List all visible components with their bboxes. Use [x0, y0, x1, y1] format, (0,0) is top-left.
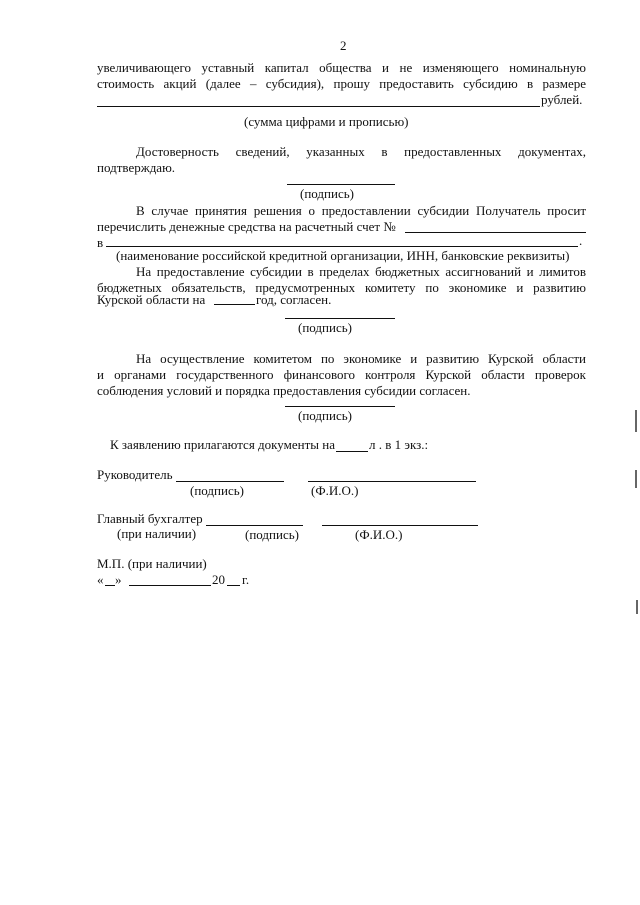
attachments-start: К заявлению прилагаются документы на [110, 437, 335, 452]
date-year-field[interactable] [227, 585, 240, 586]
scan-edge-mark [635, 410, 637, 432]
accountant-name-caption: (Ф.И.О.) [355, 527, 403, 542]
control-signature-caption: (подпись) [298, 408, 352, 423]
head-name-caption: (Ф.И.О.) [311, 483, 359, 498]
date-month-field[interactable] [129, 585, 211, 586]
accountant-name-field[interactable] [322, 525, 478, 526]
budget-consent-line-2: бюджетных обязательств, предусмотренных комитету по экономике и развитию [97, 280, 586, 295]
intro-line-1: увеличивающего уставный капитал общества и не изменяющего номинальную [97, 60, 586, 75]
bank-line-end: . [579, 233, 583, 248]
head-name-field[interactable] [308, 481, 476, 482]
scan-edge-mark [636, 600, 638, 614]
sum-caption: (сумма цифрами и прописью) [244, 114, 409, 129]
budget-consent-line-3-start: Курской области на [97, 292, 206, 307]
reliability-signature-field[interactable] [287, 184, 395, 185]
bank-prefix: в [97, 235, 104, 250]
accountant-signature-field[interactable] [206, 525, 303, 526]
page-number: 2 [340, 38, 347, 53]
budget-signature-caption: (подпись) [298, 320, 352, 335]
account-line-1: В случае принятия решения о предоставлении субсидии Получатель просит [136, 203, 586, 218]
head-label: Руководитель [97, 467, 173, 482]
bank-name-field[interactable] [106, 246, 578, 247]
control-consent-line-2: и органами государственного финансового контроля Курской области проверок [97, 367, 586, 382]
accountant-label: Главный бухгалтер [97, 511, 203, 526]
attachments-pages-field[interactable] [336, 451, 368, 452]
scan-edge-mark [635, 470, 637, 488]
control-consent-line-3: соблюдения условий и порядка предоставления субсидии согласен. [97, 383, 471, 398]
reliability-signature-caption: (подпись) [300, 186, 354, 201]
date-close-quote: » [115, 572, 122, 587]
intro-line-2: стоимость акций (далее – субсидия), прошу предоставить субсидию в размере [97, 76, 586, 91]
budget-consent-line-1: На предоставление субсидии в пределах бюджетных ассигнований и лимитов [136, 264, 586, 279]
reliability-line-2: подтверждаю. [97, 160, 176, 175]
date-day-field[interactable] [105, 585, 115, 586]
control-signature-field[interactable] [285, 406, 395, 407]
subsidy-amount-field[interactable] [97, 106, 540, 107]
stamp-label: М.П. (при наличии) [97, 556, 207, 571]
date-year-prefix: 20 [212, 572, 225, 587]
budget-signature-field[interactable] [285, 318, 395, 319]
budget-year-field[interactable] [214, 304, 255, 305]
attachments-end: л . в 1 экз.: [369, 437, 429, 452]
date-year-suffix: г. [242, 572, 250, 587]
date-open-quote: « [97, 572, 104, 587]
account-line-2: перечислить денежные средства на расчетный счет № [97, 219, 396, 234]
accountant-signature-caption: (подпись) [245, 527, 299, 542]
rubles-suffix: рублей. [541, 92, 583, 107]
budget-consent-line-3-end: год, согласен. [256, 292, 332, 307]
head-signature-field[interactable] [176, 481, 284, 482]
accountant-if-any: (при наличии) [117, 526, 197, 541]
head-signature-caption: (подпись) [190, 483, 244, 498]
reliability-line-1: Достоверность сведений, указанных в предоставленных документах, [136, 144, 586, 159]
account-number-field[interactable] [405, 232, 586, 233]
control-consent-line-1: На осуществление комитетом по экономике и развитию Курской области [136, 351, 586, 366]
bank-caption: (наименование российской кредитной организации, ИНН, банковские реквизиты) [116, 248, 570, 263]
